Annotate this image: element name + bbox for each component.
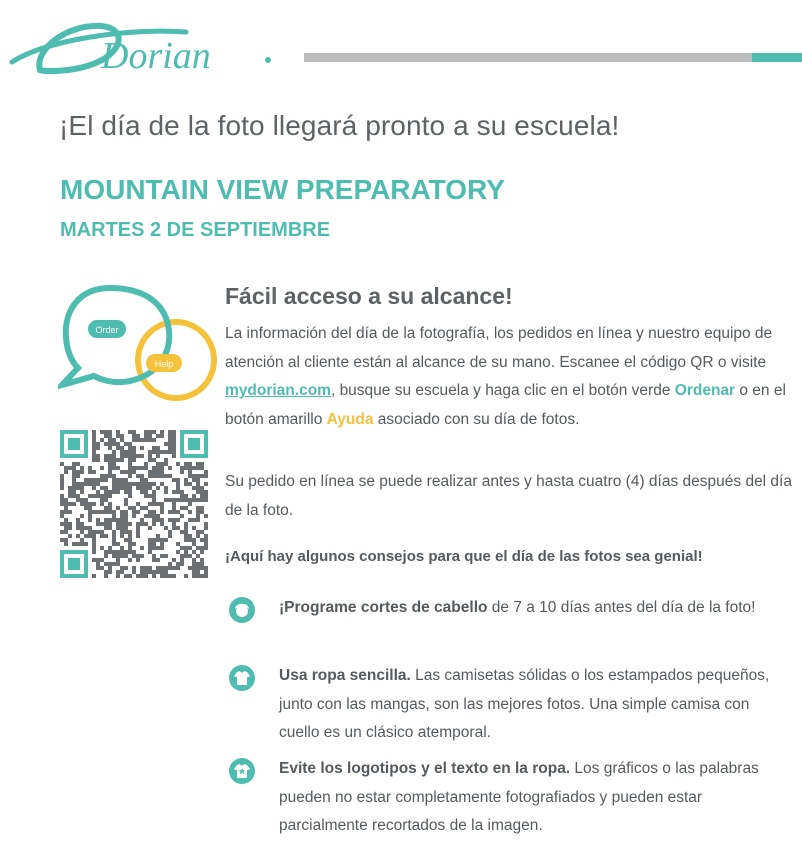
logo-wordmark: Dorian xyxy=(101,35,211,77)
page-headline: ¡El día de la foto llegará pronto a su escuela! xyxy=(59,110,620,141)
mydorian-link[interactable]: mydorian.com xyxy=(225,382,331,400)
qr-finder-pattern xyxy=(62,432,86,456)
help-word: Ayuda xyxy=(326,410,374,428)
picture-date: MARTES 2 DE SEPTIEMBRE xyxy=(60,219,331,241)
help-label: Help xyxy=(154,359,174,369)
haircut-icon xyxy=(229,597,255,623)
main-content xyxy=(225,283,795,525)
online-order-note: Su pedido en línea se puede realizar antes y hasta cuatro (4) días después del día de la foto. xyxy=(225,473,792,519)
shirt-icon xyxy=(229,665,255,691)
order-help-bubbles-icon xyxy=(58,282,220,407)
dorian-logo xyxy=(6,10,276,80)
tips-heading: ¡Aquí hay algunos consejos para que el día de las fotos sea genial! xyxy=(225,548,703,565)
section-title: Fácil acceso a su alcance! xyxy=(225,283,513,309)
qr-finder-pattern xyxy=(182,432,206,456)
qr-finder-pattern xyxy=(62,552,86,576)
qr-modules xyxy=(60,430,208,578)
intro-paragraph: La información del día de la fotografía, los pedidos en línea y nuestro equipo de atención al cliente están al alcance de su mano. Escanee el código QR o visite mydorian.com, busque su escuela y haga clic en el botón verde Ordenar o en el botón amarillo Ayuda asociado con su día de fotos. xyxy=(225,325,786,428)
order-label: Order xyxy=(95,325,119,335)
order-word: Ordenar xyxy=(674,382,736,400)
qr-code[interactable] xyxy=(60,430,208,578)
header-bar-teal xyxy=(752,53,802,62)
school-name: MOUNTAIN VIEW PREPARATORY xyxy=(60,174,505,205)
header-bar-gray xyxy=(304,53,752,62)
logo-shirt-icon xyxy=(229,758,255,784)
